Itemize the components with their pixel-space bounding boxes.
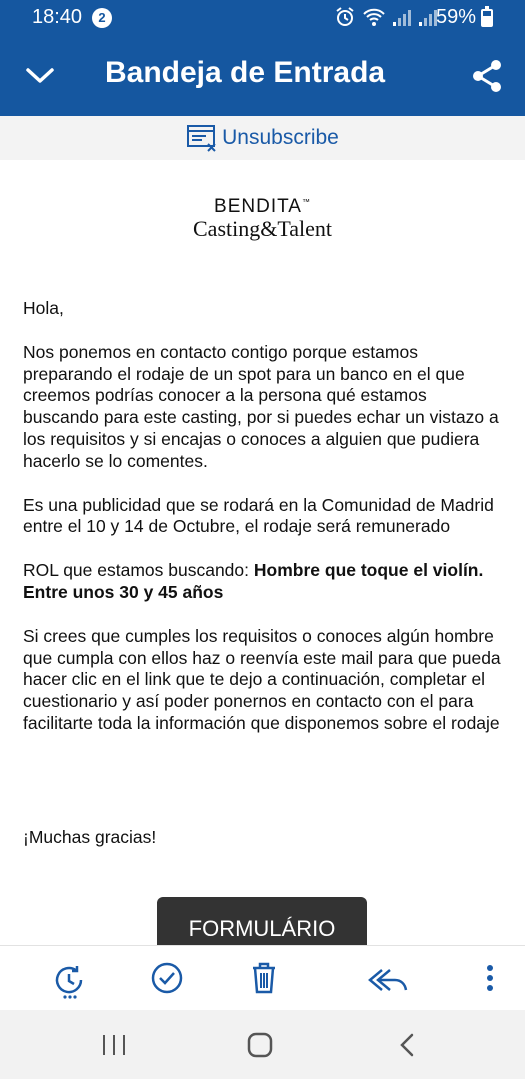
- more-vertical-icon: [470, 960, 510, 1000]
- paragraph-location: Es una publicidad que se rodará en la Comunidad de Madrid entre el 10 y 14 de Octubre, el rodaje será remunerado: [23, 494, 494, 537]
- status-time: 18:40: [32, 6, 83, 28]
- delete-button[interactable]: [244, 960, 284, 1000]
- thanks-text: ¡Muchas gracias!: [23, 827, 157, 847]
- unsubscribe-icon: [186, 123, 218, 153]
- back-icon: [388, 1030, 428, 1060]
- email-body: [23, 298, 503, 757]
- reply-all-icon: [366, 960, 410, 1000]
- recents-icon: [94, 1030, 134, 1060]
- status-bar: [0, 0, 525, 36]
- paragraph-role: [23, 560, 503, 604]
- share-icon: [468, 56, 508, 96]
- home-icon: [240, 1030, 280, 1060]
- signal-icon-2: [418, 6, 438, 28]
- chevron-down-icon: [20, 56, 60, 96]
- more-options-button[interactable]: [470, 960, 510, 1000]
- trash-icon: [244, 960, 284, 1000]
- recents-button[interactable]: [94, 1030, 134, 1060]
- snooze-button[interactable]: [51, 960, 91, 1000]
- unsubscribe-link[interactable]: [186, 123, 339, 153]
- form-button[interactable]: FORMULÁRIO: [157, 897, 367, 953]
- unsubscribe-label: Unsubscribe: [222, 126, 339, 149]
- app-bar: [0, 36, 525, 116]
- logo-line1: BENDITA™: [214, 196, 311, 217]
- unsubscribe-bar: [0, 116, 525, 160]
- check-circle-icon: [147, 960, 187, 1000]
- notification-count-badge: 2: [92, 8, 112, 28]
- paragraph-intro: Nos ponemos en contacto contigo porque estamos preparando el rodaje de un spot para un banco en el que creemos podrías conocer a la persona qué estamos buscando para este casting, por si puedes echar un vistazo a los requisitos y si encajas o conoces a alguien que pudiera hacerlo se lo comentes.: [23, 341, 499, 471]
- role-description: Hombre que toque el violín. Entre unos 30 y 45 años: [23, 560, 484, 602]
- role-prefix: ROL que estamos buscando:: [23, 560, 254, 581]
- logo-line2: Casting&Talent: [193, 216, 332, 241]
- system-nav-bar: [0, 1010, 525, 1079]
- paragraph-instructions: Si crees que cumples los requisitos o conoces algún hombre que cumpla con ellos haz o reenvía este mail para que pueda hacer clic en el link que te dejo a continuación, completar el cuestionario y así poder ponernos en contacto con el para facilitarte toda la información que disponemos sobre el rodaje: [23, 625, 501, 733]
- sender-logo: [0, 196, 525, 242]
- alarm-icon: [334, 6, 356, 28]
- mark-done-button[interactable]: [147, 960, 187, 1000]
- signal-icon-1: [392, 6, 412, 28]
- greeting: Hola,: [23, 298, 64, 318]
- status-icons: [334, 6, 438, 28]
- back-button[interactable]: [388, 1030, 428, 1060]
- wifi-icon: [362, 6, 386, 28]
- battery-percent: 59%: [436, 6, 477, 28]
- snooze-icon: [51, 960, 91, 1000]
- page-title: Bandeja de Entrada: [105, 56, 386, 89]
- share-button[interactable]: [468, 56, 508, 96]
- home-button[interactable]: [240, 1030, 280, 1060]
- email-action-bar: [0, 945, 525, 1010]
- battery-icon: [481, 9, 493, 27]
- collapse-button[interactable]: [20, 56, 60, 96]
- reply-all-button[interactable]: [366, 960, 410, 1000]
